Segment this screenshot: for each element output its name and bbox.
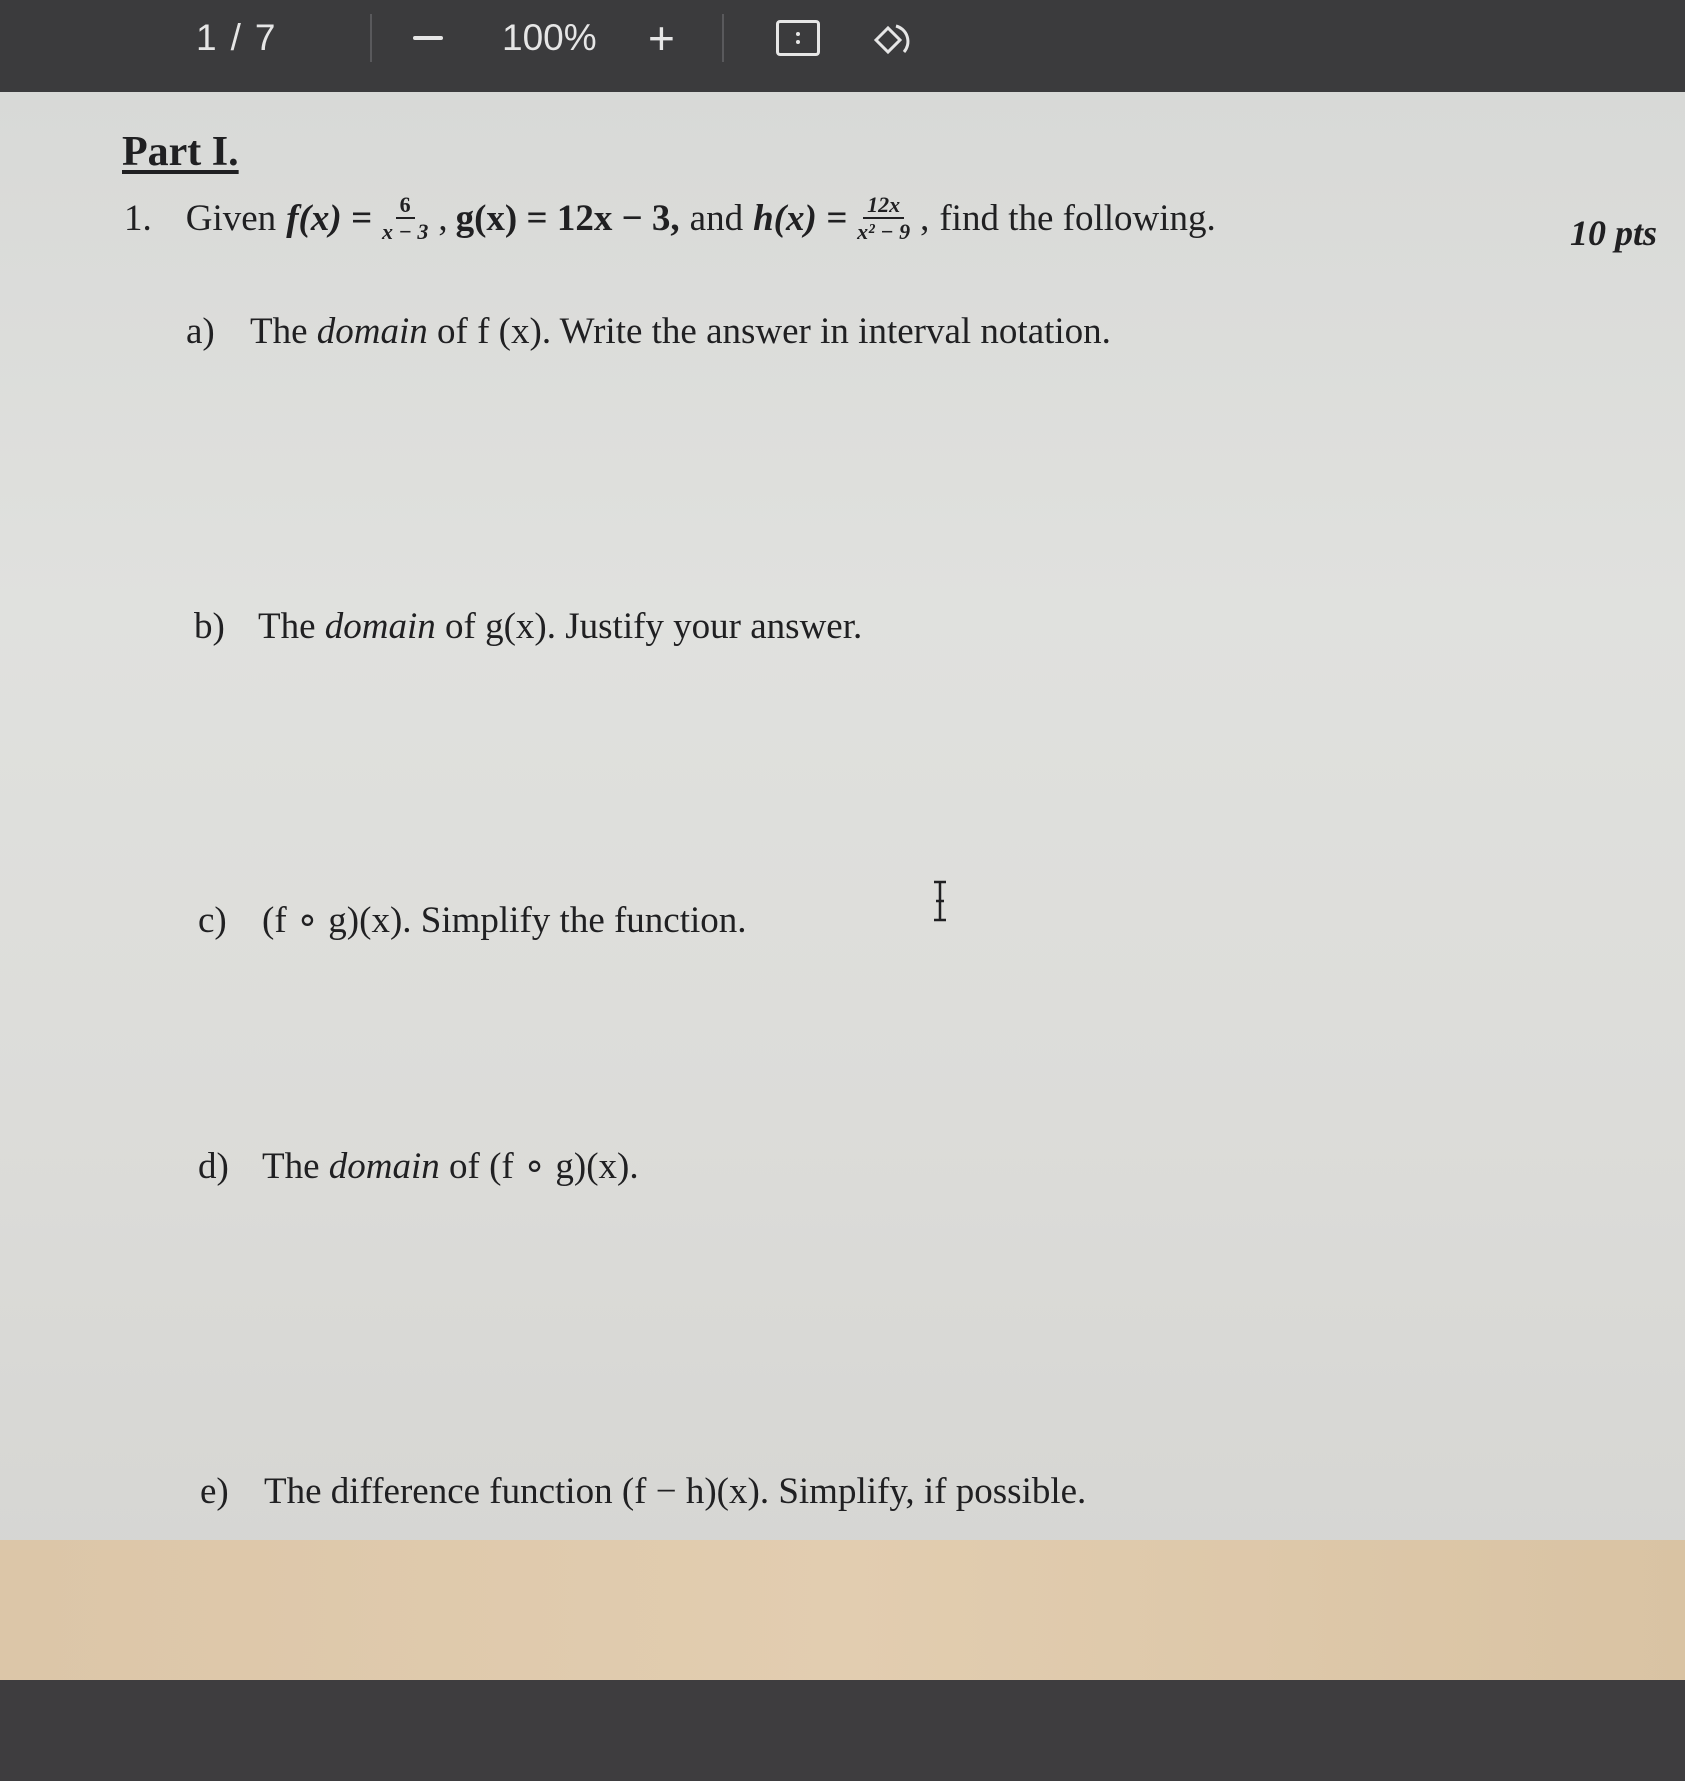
subpart-label: d) (198, 1146, 229, 1187)
page-current[interactable]: 1 (196, 17, 219, 58)
points-label: 10 pts (1570, 213, 1658, 253)
fit-page-icon[interactable] (776, 20, 820, 56)
f-fraction (378, 192, 432, 245)
h-label: h(x) = (753, 197, 848, 239)
f-numerator: 6 (396, 192, 415, 219)
question-number: 1. (124, 197, 152, 239)
subpart-label: e) (200, 1471, 229, 1512)
subpart-text: of f (x). Write the answer in interval notation. (437, 311, 1111, 352)
f-label: f(x) = (286, 197, 372, 239)
toolbar-divider (722, 14, 724, 62)
zoom-out-button[interactable] (410, 8, 446, 68)
page-bottom-area (0, 1540, 1685, 1680)
subpart-pre: The (262, 1146, 320, 1187)
subpart-text: (f ∘ g)(x). Simplify the function. (262, 900, 747, 941)
subpart-e (200, 1470, 1086, 1513)
zoom-in-button[interactable]: + (648, 12, 675, 64)
question-and: and (689, 197, 744, 239)
subpart-text: The difference function (f − h)(x). Simplify, if possible. (264, 1471, 1087, 1512)
subpart-b (194, 605, 862, 648)
question-tail: find the following. (939, 197, 1216, 239)
zoom-level[interactable]: 100% (502, 17, 597, 58)
subpart-c (198, 898, 747, 942)
subpart-label: c) (198, 900, 227, 941)
subpart-emphasis: domain (328, 1146, 440, 1187)
h-fraction (853, 192, 914, 245)
page-total: 7 (254, 17, 278, 58)
page-counter[interactable] (196, 8, 277, 68)
separator: , (920, 197, 930, 239)
text-cursor-icon (930, 880, 950, 922)
h-denominator: x² − 9 (857, 219, 911, 245)
toolbar-divider (370, 14, 372, 62)
question-1 (124, 192, 1216, 245)
h-numerator: 12x (863, 192, 904, 219)
subpart-a (186, 310, 1111, 353)
subpart-d (198, 1144, 639, 1188)
subpart-label: a) (186, 311, 215, 352)
part-title: Part I. (122, 129, 239, 175)
question-given: Given (185, 197, 277, 239)
subpart-text: of g(x). Justify your answer. (445, 606, 863, 647)
page-separator: / (230, 17, 243, 58)
subpart-emphasis: domain (316, 311, 428, 352)
subpart-pre: The (250, 311, 308, 352)
subpart-emphasis: domain (324, 606, 436, 647)
subpart-text: of (f ∘ g)(x). (449, 1146, 639, 1187)
subpart-label: b) (194, 606, 225, 647)
g-definition: g(x) = 12x − 3, (455, 197, 680, 239)
viewer-background (0, 1680, 1685, 1781)
separator: , (438, 197, 448, 239)
minus-icon (413, 36, 443, 40)
subpart-pre: The (258, 606, 316, 647)
f-denominator: x − 3 (382, 219, 429, 245)
rotate-icon[interactable] (866, 16, 914, 64)
pdf-toolbar (0, 0, 1685, 92)
